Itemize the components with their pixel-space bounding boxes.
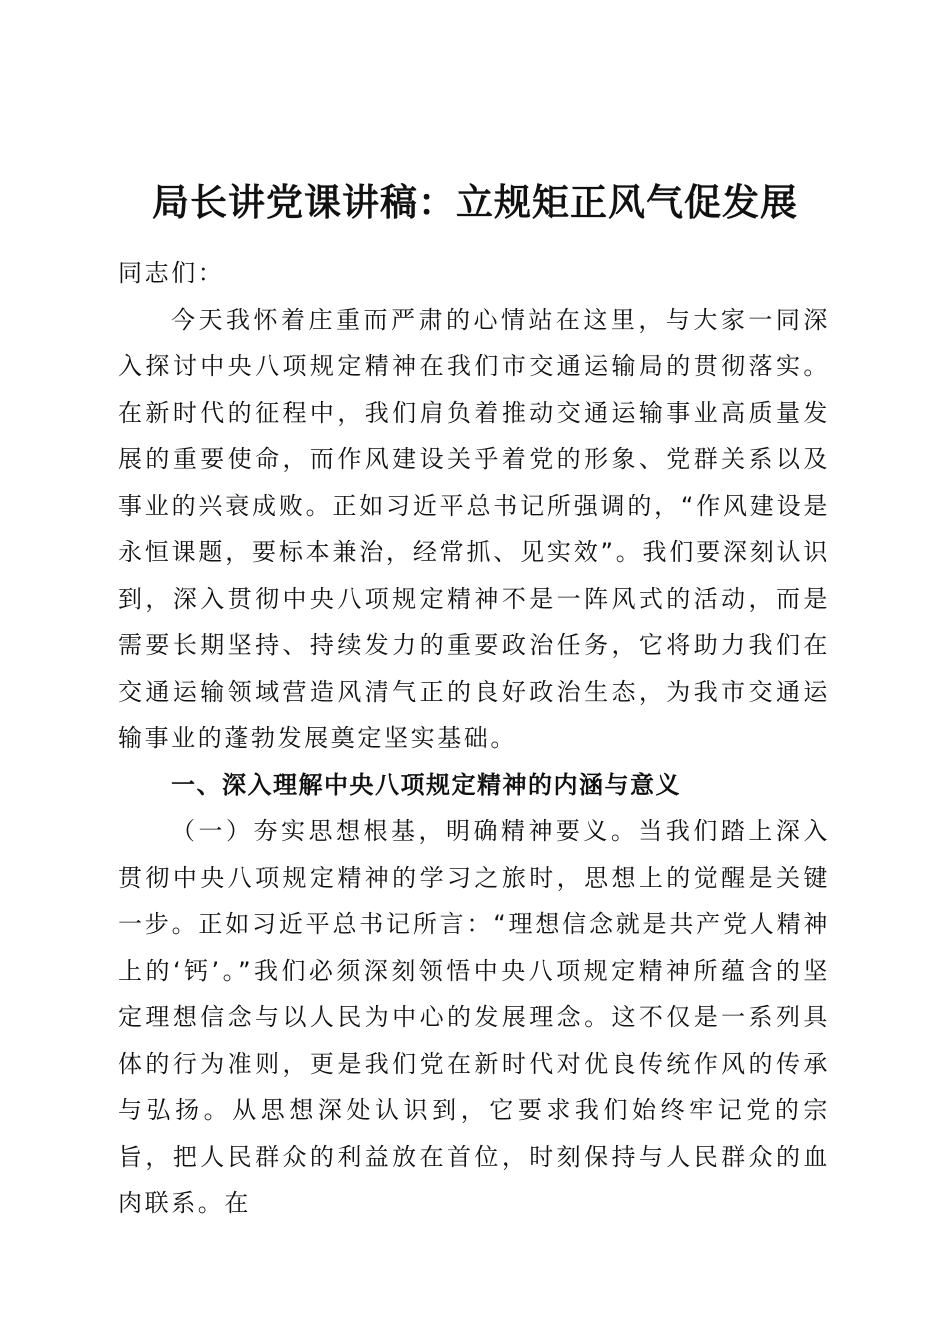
subsection-text: 当我们踏上深入贯彻中央八项规定精神的学习之旅时，思想上的觉醒是关键一步。正如习近平总书记所言：“理想信念就是共产党人精神上的‘钙’。”我们必须深刻领悟中央八项规定精神所蕴含的坚定理想信念与以人民为中心的发展理念。这不仅是一系列具体的行为准则，更是我们党在新时代对优良传统作风的传承与弘扬。从思想深处认识到，它要求我们始终牢记党的宗旨，把人民群众的利益放在首位，时刻保持与人民群众的血肉联系。在 bbox=[118, 817, 830, 1217]
salutation: 同志们： bbox=[118, 259, 225, 287]
subsection-paragraph bbox=[118, 808, 830, 1227]
document-body bbox=[118, 250, 830, 1227]
section-heading: 一、深入理解中央八项规定精神的内涵与意义 bbox=[171, 770, 681, 799]
intro-paragraph: 今天我怀着庄重而严肃的心情站在这里，与大家一同深入探讨中央八项规定精神在我们市交通运输局的贯彻落实。在新时代的征程中，我们肩负着推动交通运输事业高质量发展的重要使命，而作风建设关乎着党的形象、党群关系以及事业的兴衰成败。正如习近平总书记所强调的，“作风建设是永恒课题，要标本兼治，经常抓、见实效”。我们要深刻认识到，深入贯彻中央八项规定精神不是一阵风式的活动，而是需要长期坚持、持续发力的重要政治任务，它将助力我们在交通运输领域营造风清气正的良好政治生态，为我市交通运输事业的蓬勃发展奠定坚实基础。 bbox=[118, 305, 830, 752]
subsection-label: （一）夯实思想根基，明确精神要义。 bbox=[171, 817, 639, 845]
document-title: 局长讲党课讲稿：立规矩正风气促发展 bbox=[152, 180, 798, 224]
